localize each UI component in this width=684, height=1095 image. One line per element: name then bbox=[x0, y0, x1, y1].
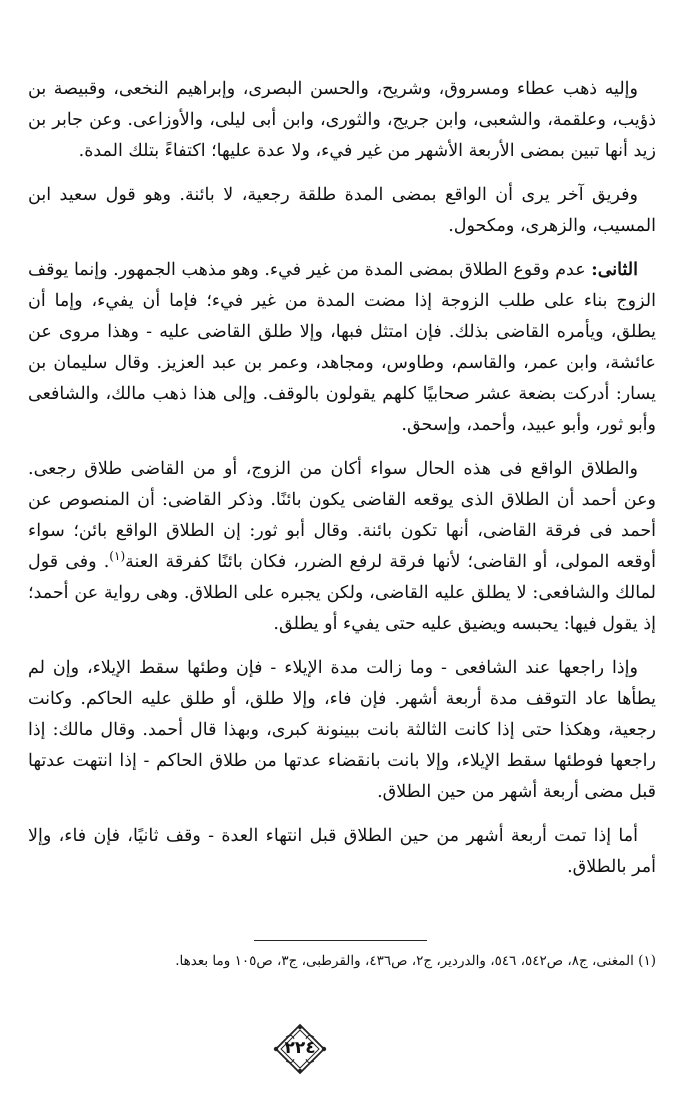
paragraph-4-text-a: والطلاق الواقع فى هذه الحال سواء أكان من الزوج، أو من القاضى طلاق رجعى. وعن أحمد أن الطلاق الذى يوقعه القاضى يكون بائنًا. وذكر القاضى: أن المنصوص عن أحمد فى فرقة القاضى، أنها تكون بائنة. وقال أبو ثور: إن الطلاق الواقع بائن؛ سواء أوقعه المولى، أو القاضى؛ لأنها فرقة لرفع الضرر، فكان بائنًا كفرقة العنة bbox=[28, 459, 656, 572]
paragraph-4-text-b: . وفى قول لمالك والشافعى: لا يطلق عليه القاضى، ولكن يجبره على الطلاق. وهى رواية عن أحمد؛ إذ يقول فيها: يحبسه ويضيق عليه حتى يفيء أو يطلق. bbox=[28, 552, 656, 634]
paragraph-3-text: عدم وقوع الطلاق بمضى المدة من غير فيء. وهو مذهب الجمهور. وإنما يوقف الزوج بناء على طلب الزوجة إذا مضت المدة من غير فيء؛ فإما أن يفيء، وإما أن يطلق، ويأمره القاضى بذلك. فإن امتثل فبها، وإلا طلق القاضى عليه - وهذا مروى عن عائشة، وابن عمر، والقاسم، وطاوس، ومجاهد، وعمر بن عبد العزيز. وقال سليمان بن يسار: أدركت بضعة عشر صحابيًا كلهم يقولون بالوقف. وإلى هذا ذهب مالك، والشافعى وأبو ثور، وأبو عبيد، وأحمد، وإسحق. bbox=[28, 260, 656, 435]
paragraph-2: وفريق آخر يرى أن الواقع بمضى المدة طلقة رجعية، لا بائنة. وهو قول سعيد ابن المسيب، والزهرى، ومكحول. bbox=[28, 185, 656, 236]
footnote: (١) المغنى، ج٨، ص٥٤٢، ٥٤٦، والدردير، ج٢، ص٤٣٦، والقرطبى، ج٣، ص١٠٥ وما بعدها. bbox=[175, 953, 656, 969]
footnote-reference[interactable]: (١) bbox=[109, 549, 126, 564]
page-body bbox=[28, 74, 656, 896]
paragraph-1: وإليه ذهب عطاء ومسروق، وشريح، والحسن البصرى، وإبراهيم النخعى، وقبيصة بن ذؤيب، وعلقمة، والشعبى، وابن جريج، والثورى، وابن أبى ليلى، والأوزاعى. وعن جابر بن زيد أنها تبين بمضى الأربعة الأشهر من غير فيء، ولا عدة عليها؛ اكتفاءً بتلك المدة. bbox=[28, 79, 656, 161]
paragraph-4 bbox=[28, 454, 656, 640]
paragraph-5: وإذا راجعها عند الشافعى - وما زالت مدة الإيلاء - فإن وطئها سقط الإيلاء، وإن لم يطأها عاد التوقف مدة أربعة أشهر. فإن فاء، وإلا طلق، أو طلق عليه الحاكم. وكانت رجعية، وهكذا حتى إذا كانت الثالثة بانت ببينونة كبرى، وبهذا قال أحمد. وقال مالك: إذا راجعها فوطئها سقط الإيلاء، وإلا بانت بانقضاء عدتها من طلاق الحاكم - إذا انتهت عدتها قبل مضى أربعة أشهر من حين الطلاق. bbox=[28, 658, 656, 802]
paragraph-3 bbox=[28, 255, 656, 441]
paragraph-6: أما إذا تمت أربعة أشهر من حين الطلاق قبل انتهاء العدة - وقف ثانيًا، فإن فاء، وإلا أمر بالطلاق. bbox=[28, 826, 656, 877]
page-number: ٢٢٤ bbox=[284, 1038, 316, 1058]
footnote-divider bbox=[254, 940, 427, 941]
second-opinion-lead: الثانى: bbox=[591, 260, 638, 280]
